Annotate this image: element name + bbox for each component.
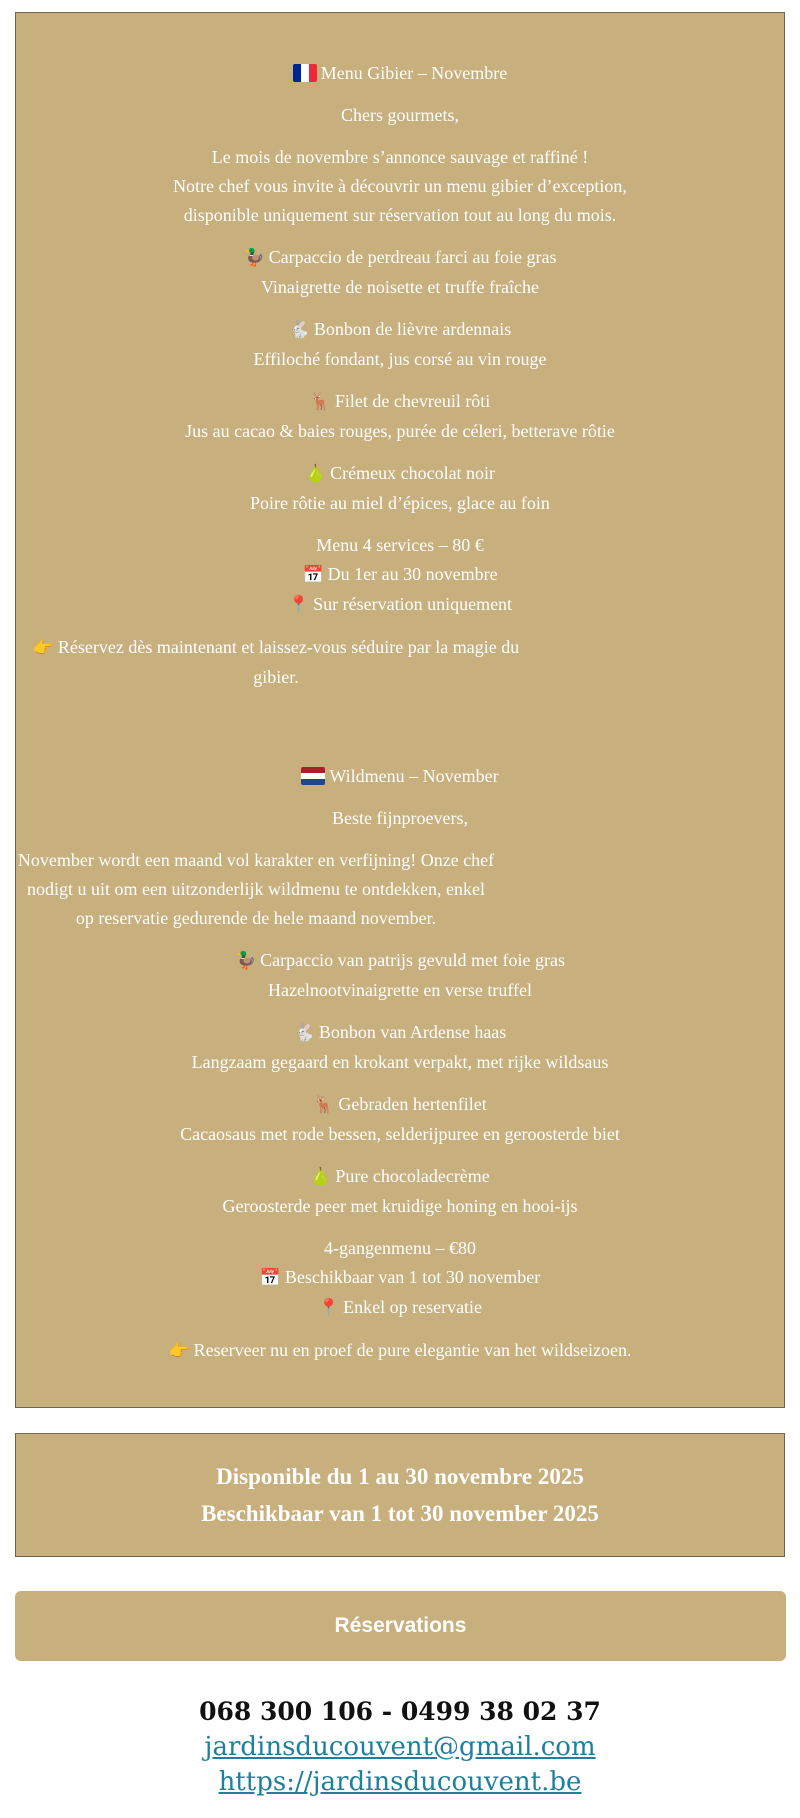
cta-nl <box>16 1336 784 1366</box>
greeting-fr: Chers gourmets, <box>341 105 459 125</box>
availability-nl: Beschikbaar van 1 tot 30 november 2025 <box>201 1501 599 1526</box>
menu-title-nl <box>16 762 784 791</box>
menu-info-nl <box>16 1234 784 1323</box>
rabbit-icon: 🐇 <box>288 320 310 340</box>
dish-name: Crémeux chocolat noir <box>330 463 496 483</box>
menu-title-fr-text: Menu Gibier – Novembre <box>320 63 508 83</box>
dish-fr-2 <box>16 315 784 374</box>
dish-nl-3 <box>16 1090 784 1149</box>
menu-booking-fr: Sur réservation uniquement <box>313 594 513 614</box>
intro-fr <box>16 143 784 230</box>
availability-fr: Disponible du 1 au 30 novembre 2025 <box>216 1464 584 1489</box>
pointing-hand-icon: 👉 <box>168 1341 190 1361</box>
menu-price-nl: 4-gangenmenu – €80 <box>324 1238 476 1258</box>
email-link[interactable]: jardinsducouvent@gmail.com <box>204 1732 596 1762</box>
dish-nl-4 <box>16 1162 784 1221</box>
menu-booking-nl: Enkel op reservatie <box>343 1297 483 1317</box>
pin-icon: 📍 <box>287 595 310 615</box>
dish-name: Carpaccio van patrijs gevuld met foie gras <box>260 950 566 970</box>
menu-title-fr <box>16 59 784 88</box>
france-flag-icon <box>293 64 317 82</box>
pointing-hand-icon: 👉 <box>32 638 54 658</box>
dish-name: Gebraden hertenfilet <box>338 1094 487 1114</box>
dish-name: Bonbon van Ardense haas <box>318 1022 507 1042</box>
dish-desc: Jus au cacao & baies rouges, purée de céleri, betterave rôtie <box>185 421 615 441</box>
calendar-icon: 📅 <box>259 1268 281 1288</box>
menu-dates-nl: Beschikbaar van 1 tot 30 november <box>284 1267 541 1287</box>
rabbit-icon: 🐇 <box>293 1023 315 1043</box>
dish-desc: Geroosterde peer met kruidige honing en hooi-ijs <box>222 1196 578 1216</box>
dish-name: Carpaccio de perdreau farci au foie gras <box>268 247 557 267</box>
dish-fr-4 <box>16 459 784 518</box>
intro-fr-line-1: Le mois de novembre s’annonce sauvage et raffiné ! <box>211 147 589 167</box>
netherlands-flag-icon <box>301 767 325 785</box>
menu-price-fr: Menu 4 services – 80 € <box>316 535 484 555</box>
pear-icon: 🍐 <box>304 464 327 484</box>
menu-info-fr <box>16 531 784 620</box>
dish-fr-3 <box>16 387 784 446</box>
pin-icon: 📍 <box>317 1298 340 1318</box>
reservations-button[interactable]: Réservations <box>15 1591 786 1661</box>
dish-nl-2 <box>16 1018 784 1077</box>
section-spacer <box>16 705 784 762</box>
availability-banner <box>15 1433 785 1557</box>
intro-nl: November wordt een maand vol karakter en verfijning! Onze chef nodigt u uit om een uitzonderlijk wildmenu te ontdekken, enkel op reservatie gedurende de hele maand november. <box>17 850 495 928</box>
cta-nl-text: Reserveer nu en proef de pure elegantie van het wildseizoen. <box>193 1340 632 1360</box>
dish-desc: Langzaam gegaard en krokant verpakt, met rijke wildsaus <box>191 1052 609 1072</box>
deer-icon: 🦌 <box>313 1095 335 1115</box>
contact-block <box>0 1694 800 1800</box>
dish-fr-1 <box>16 243 784 302</box>
dish-nl-1 <box>16 946 784 1005</box>
cta-fr <box>16 633 536 692</box>
dish-desc: Effiloché fondant, jus corsé au vin rouge <box>253 349 547 369</box>
dish-name: Pure chocoladecrème <box>335 1166 490 1186</box>
deer-icon: 🦌 <box>309 392 331 412</box>
intro-fr-line-2: Notre chef vous invite à découvrir un menu gibier d’exception, disponible uniquement sur réservation tout au long du mois. <box>173 176 627 225</box>
calendar-icon: 📅 <box>302 565 324 585</box>
website-link[interactable]: https://jardinsducouvent.be <box>218 1767 582 1797</box>
phone-numbers: 068 300 106 - 0499 38 02 37 <box>199 1697 601 1726</box>
greeting-nl: Beste fijnproevers, <box>332 808 468 828</box>
pear-icon: 🍐 <box>310 1167 332 1187</box>
dish-desc: Vinaigrette de noisette et truffe fraîche <box>261 277 539 297</box>
menu-dates-fr: Du 1er au 30 novembre <box>327 564 498 584</box>
dish-desc: Poire rôtie au miel d’épices, glace au foin <box>250 493 550 513</box>
duck-icon: 🦆 <box>243 248 265 268</box>
dish-desc: Hazelnootvinaigrette en verse truffel <box>267 980 533 1000</box>
dish-name: Filet de chevreuil rôti <box>334 391 491 411</box>
dish-desc: Cacaosaus met rode bessen, selderijpuree en geroosterde biet <box>180 1124 620 1144</box>
menu-panel <box>15 12 785 1408</box>
menu-title-nl-text: Wildmenu – November <box>329 766 499 786</box>
duck-icon: 🦆 <box>234 951 257 971</box>
dish-name: Bonbon de lièvre ardennais <box>313 319 512 339</box>
cta-fr-text: Réservez dès maintenant et laissez-vous séduire par la magie du gibier. <box>57 637 520 687</box>
